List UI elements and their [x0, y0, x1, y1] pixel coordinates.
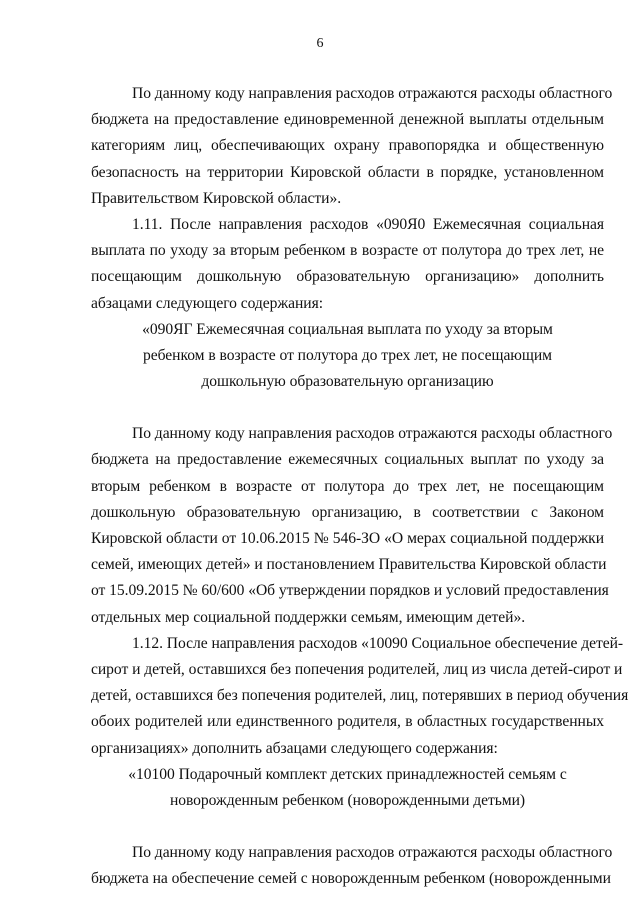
code-heading-10100-line-2: новорожденным ребенком (новорожденными детьми) — [169, 791, 526, 809]
paragraph-1-line-1: По данному коду направления расходов отражаются расходы областного — [132, 85, 613, 102]
paragraph-2-line-3: вторым ребенком в возрасте от полутора до трех лет, не посещающим — [91, 477, 604, 495]
paragraph-2-line-6: семей, имеющих детей» и постановлением Правительства Кировской области — [91, 556, 607, 574]
paragraph-1-12-line-3: детей, оставшихся без попечения родителей, лиц, потерявших в период обучения — [91, 687, 629, 705]
paragraph-1-line-3: категориям лиц, обеспечивающих охрану правопорядка и общественную — [91, 137, 604, 155]
paragraph-1-11-line-4: абзацами следующего содержания: — [91, 294, 324, 312]
document-body — [91, 81, 629, 892]
page-number: 6 — [316, 36, 324, 51]
paragraph-2-line-1: По данному коду направления расходов отражаются расходы областного — [132, 425, 613, 443]
spacer — [91, 814, 604, 840]
paragraph-1-11-line-2: выплата по уходу за вторым ребенком в возрасте от полутора до трех лет, не — [91, 242, 604, 260]
code-heading-090yag-line-2: ребенком в возрасте от полутора до трех лет, не посещающим — [143, 346, 552, 364]
paragraph-2-line-5: Кировской области от 10.06.2015 № 546-ЗО «О мерах социальной поддержки — [91, 530, 604, 547]
spacer — [91, 395, 604, 421]
paragraph-1-12-line-5: организациях» дополнить абзацами следующего содержания: — [91, 739, 498, 757]
code-heading-090yag-line-3: дошкольную образовательную организацию — [201, 373, 494, 391]
code-heading-090yag-line-1: «090ЯГ Ежемесячная социальная выплата по уходу за вторым — [142, 320, 553, 338]
paragraph-1-line-4: безопасность на территории Кировской области в порядке, установленном — [91, 163, 604, 181]
paragraph-1-12-line-2: сирот и детей, оставшихся без попечения родителей, лиц из числа детей-сирот и — [91, 660, 623, 678]
code-heading-10100-line-1: «10100 Подарочный комплект детских принадлежностей семьям с — [128, 765, 567, 783]
paragraph-1-line-5: Правительством Кировской области». — [91, 189, 342, 207]
paragraph-3-line-1: По данному коду направления расходов отражаются расходы областного — [132, 844, 613, 862]
paragraph-1-12-line-4: обоих родителей или единственного родителя, в областных государственных — [91, 713, 604, 731]
paragraph-1-12-line-1: 1.12. После направления расходов «10090 Социальное обеспечение детей- — [132, 634, 624, 652]
paragraph-2-line-2: бюджета на предоставление ежемесячных социальных выплат по уходу за — [91, 451, 604, 469]
paragraph-2-line-8: отдельных мер социальной поддержки семьям, имеющим детей». — [91, 608, 526, 626]
paragraph-1-line-2: бюджета на предоставление единовременной денежной выплаты отдельным — [91, 111, 604, 129]
paragraph-2-line-4: дошкольную образовательную организацию, в соответствии с Законом — [91, 503, 604, 521]
paragraph-2-line-7: от 15.09.2015 № 60/600 «Об утверждении порядков и условий предоставления — [91, 582, 609, 600]
paragraph-1-11-line-1: 1.11. После направления расходов «090Я0 Ежемесячная социальная — [132, 215, 604, 233]
paragraph-3-line-2: бюджета на обеспечение семей с новорожденным ребенком (новорожденными — [91, 870, 611, 888]
paragraph-1-11-line-3: посещающим дошкольную образовательную организацию» дополнить — [91, 268, 604, 286]
